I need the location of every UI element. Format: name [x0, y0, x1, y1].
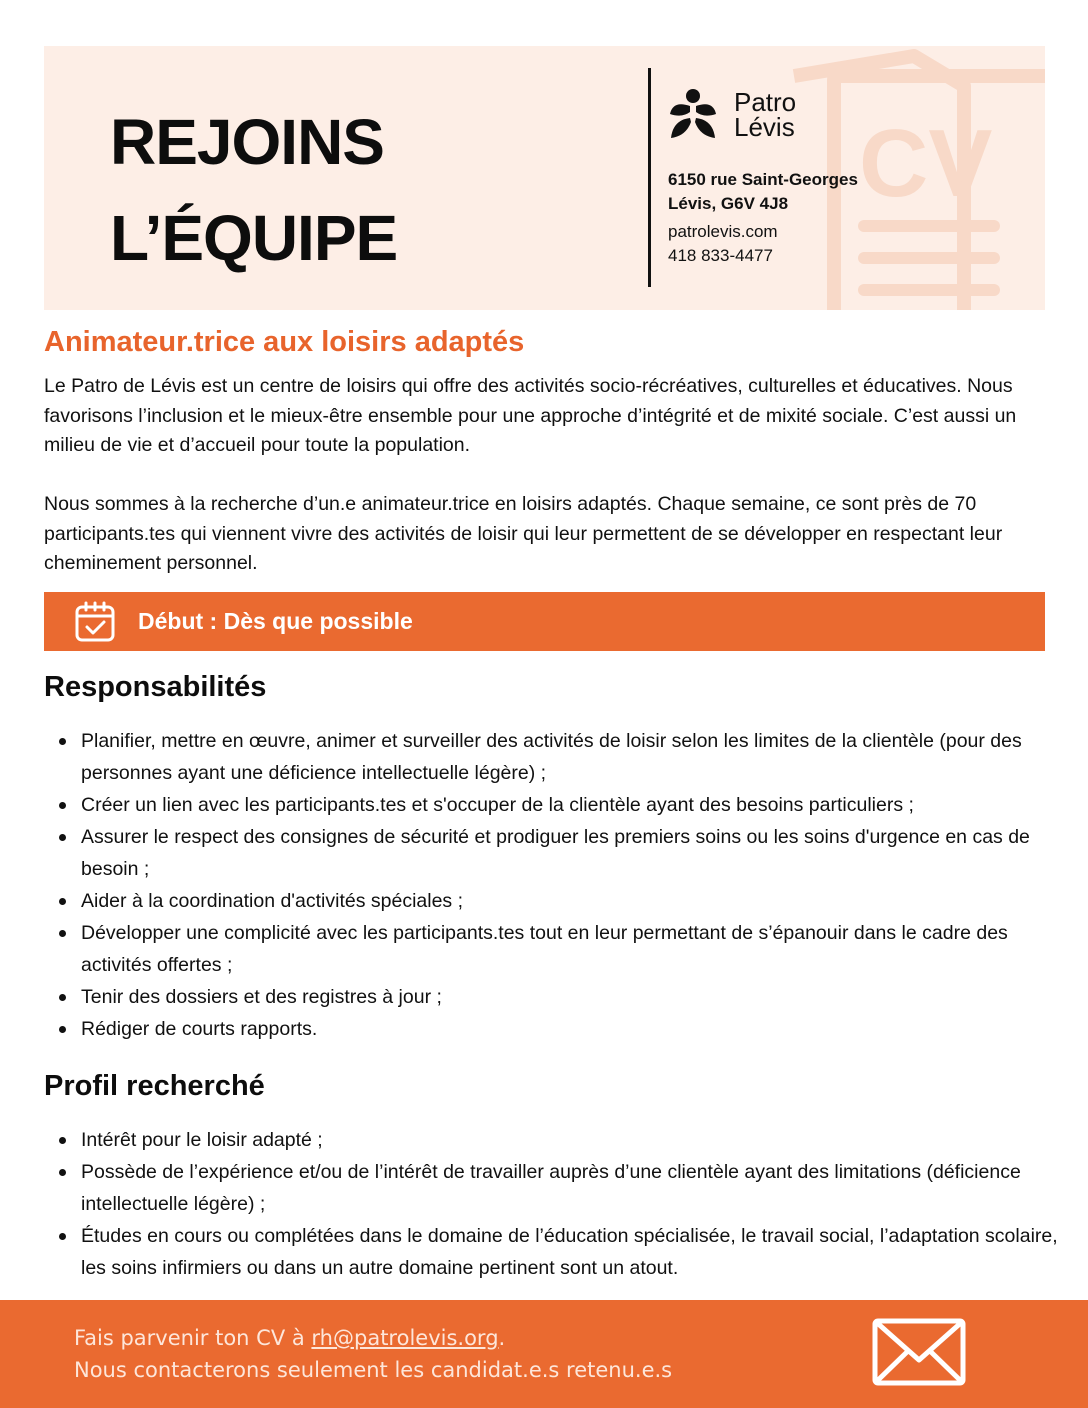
list-item: Aider à la coordination d'activités spéciales ;	[81, 885, 1071, 917]
list-item: Intérêt pour le loisir adapté ;	[81, 1124, 1071, 1156]
job-title: Animateur.trice aux loisirs adaptés	[44, 326, 525, 358]
address-street: 6150 rue Saint-Georges	[668, 170, 858, 189]
list-item: Tenir des dossiers et des registres à jour ;	[81, 981, 1071, 1013]
list-item: Rédiger de courts rapports.	[81, 1013, 1071, 1045]
start-date-label: Début : Dès que possible	[138, 608, 413, 634]
start-date-banner	[44, 592, 1045, 651]
list-item: Assurer le respect des consignes de sécurité et prodiguer les premiers soins ou les soins d'urgence en cas de besoin ;	[81, 821, 1071, 885]
responsibilities-heading: Responsabilités	[44, 671, 267, 703]
phone-number: 418 833-4477	[668, 246, 773, 265]
title-line-2: L’ÉQUIPE	[110, 202, 398, 274]
address-city: Lévis, G6V 4J8	[668, 194, 789, 213]
email-link[interactable]: rh@patrolevis.org	[311, 1326, 499, 1350]
footer-prefix: Fais parvenir ton CV à	[74, 1326, 312, 1350]
envelope-icon	[872, 1318, 966, 1386]
footer-text	[74, 1322, 672, 1386]
list-item: Planifier, mettre en œuvre, animer et surveiller des activités de loisir selon les limites de la clientèle (pour des personnes ayant une déficience intellectuelle légère) ;	[81, 725, 1071, 789]
header-divider	[648, 68, 651, 287]
footer-suffix: .	[498, 1326, 506, 1350]
logo-line-2: Lévis	[734, 112, 795, 142]
contact-address	[668, 168, 858, 268]
list-item: Études en cours ou complétées dans le domaine de l’éducation spécialisée, le travail social, l’adaptation scolaire, les soins infirmiers ou dans un autre domaine pertinent sont un atout.	[81, 1220, 1071, 1284]
description-paragraph: Nous sommes à la recherche d’un.e animateur.trice en loisirs adaptés. Chaque semaine, ce sont près de 70 participants.tes qui viennent vivre des activités de loisir qui leur permettent de se développer en respectant leur cheminement personnel.	[44, 493, 1003, 574]
list-item: Développer une complicité avec les participants.tes tout en leur permettant de s’épanouir dans le cadre des activités offertes ;	[81, 917, 1071, 981]
patro-levis-logo	[668, 86, 818, 146]
footer-banner	[0, 1300, 1088, 1408]
page-title	[110, 94, 397, 286]
list-item: Créer un lien avec les participants.tes et s'occuper de la clientèle ayant des besoins particuliers ;	[81, 789, 1071, 821]
website-link[interactable]: patrolevis.com	[668, 222, 778, 241]
profile-list	[44, 1124, 1071, 1284]
responsibilities-list	[44, 725, 1071, 1045]
footer-line-2: Nous contacterons seulement les candidat.e.s retenu.e.s	[74, 1358, 673, 1382]
patro-flower-logo-icon	[668, 88, 718, 144]
footer-line-1	[74, 1322, 672, 1354]
logo-line-1: Patro	[734, 87, 797, 117]
title-line-1: REJOINS	[110, 106, 384, 178]
logo-wordmark	[734, 87, 797, 142]
profile-heading: Profil recherché	[44, 1070, 265, 1102]
calendar-check-icon	[74, 601, 116, 643]
header-banner	[44, 46, 1045, 310]
list-item: Possède de l’expérience et/ou de l’intérêt de travailler auprès d’une clientèle ayant des limitations (déficience intellectuelle légère) ;	[81, 1156, 1071, 1220]
intro-paragraph: Le Patro de Lévis est un centre de loisirs qui offre des activités socio-récréatives, culturelles et éducatives. Nous favorisons l’inclusion et le mieux-être ensemble pour une approche d’intégrité et de mixité sociale. C’est aussi un milieu de vie et d’accueil pour toute la population.	[44, 375, 1017, 456]
cv-watermark-text: CV	[859, 110, 993, 217]
